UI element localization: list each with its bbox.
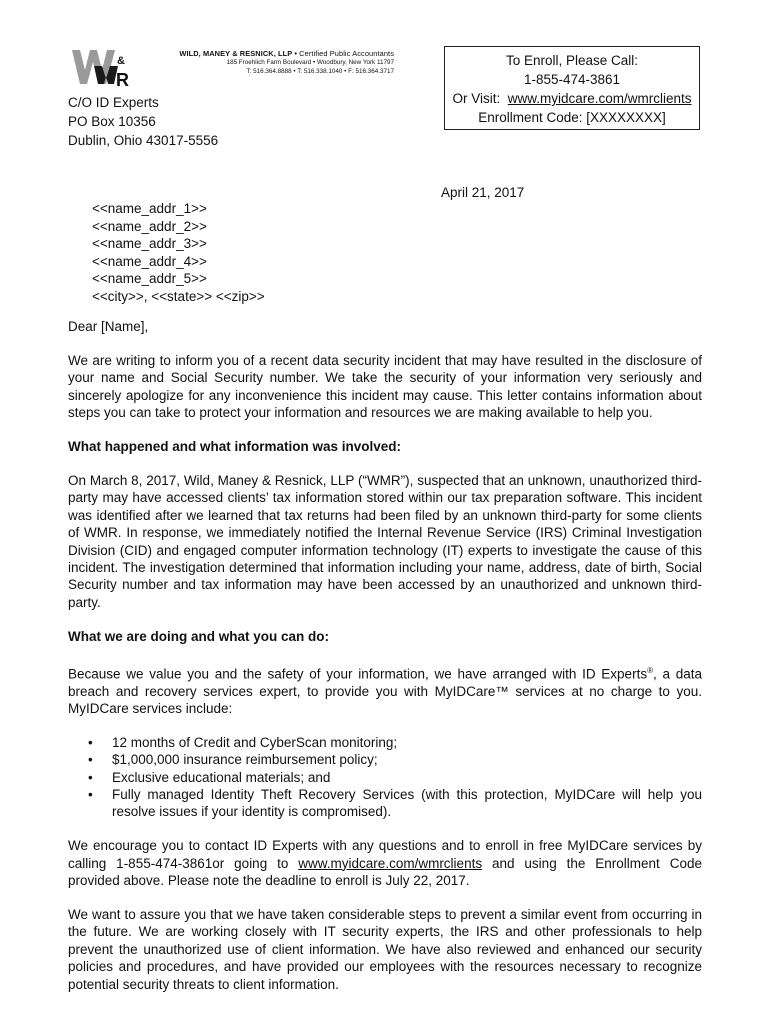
enrollment-box — [444, 46, 700, 130]
recipient-line: <<name_addr_5>> — [92, 271, 207, 286]
what-happened-paragraph: On March 8, 2017, Wild, Maney & Resnick, LLP (“WMR”), suspected that an unknown, unauthorized third-party may have accessed clients’ tax information stored within our tax preparation software. This incident was identified after we learned that tax returns had been filed by an unknown third-party for some clients of WMR. In response, we immediately notified the Internal Revenue Service (IRS) Criminal Investigation Division (CID) and engaged computer information technology (IT) experts to investigate the cause of this incident. The investigation determined that information including your name, address, date of birth, Social Security number and tax information may have been accessed by an unauthorized and unknown third-party. — [68, 472, 702, 610]
services-text-b: , a data breach and recovery services expert, to provide you with MyIDCare™ services at no charge to you. MyIDCare services include: — [68, 666, 702, 716]
recipient-line: <<name_addr_1>> — [92, 201, 207, 216]
contact-text-b: and using the Enrollment Code provided above. Please note the deadline to enroll is July 22, 2017. — [68, 855, 702, 889]
contact-paragraph — [68, 837, 702, 889]
services-text-a: Because we value you and the safety of your information, we have arranged with ID Experts — [68, 666, 648, 682]
return-address-line-1: C/O ID Experts — [68, 95, 159, 110]
recipient-line: <<name_addr_3>> — [92, 236, 207, 251]
list-item: • Fully managed Identity Theft Recovery Services (with this protection, MyIDCare will help you resolve issues if your identity is compromised). — [112, 786, 702, 821]
list-item: • Exclusive educational materials; and — [112, 769, 702, 786]
registered-mark: ® — [647, 665, 653, 675]
services-paragraph — [68, 662, 702, 718]
svg-text:&: & — [117, 55, 125, 67]
firm-address: 185 Froehlich Farm Boulevard • Woodbury, New York 11797 — [226, 59, 394, 66]
firm-name-line — [150, 49, 394, 58]
firm-letterhead — [150, 49, 394, 76]
enroll-visit-label: Or Visit: — [452, 91, 501, 106]
return-address-line-2: PO Box 10356 — [68, 114, 156, 129]
salutation: Dear [Name], — [68, 319, 149, 334]
assurance-paragraph: We want to assure you that we have taken considerable steps to prevent a similar event from occurring in the future. We are working closely with IT security experts, the IRS and other professionals to help prevent the unauthorized use of client information. We have also reviewed and enhanced our security policies and procedures, and have provided our employees with the resources necessary to recognize potential security threats to client information. — [68, 907, 702, 992]
section-heading-what-we-are-doing: What we are doing and what you can do: — [68, 628, 330, 644]
recipient-address — [92, 200, 265, 305]
enroll-call-label: To Enroll, Please Call: — [505, 53, 639, 68]
recipient-line: <<name_addr_2>> — [92, 218, 207, 234]
enroll-phone: 1-855-474-3861 — [523, 72, 621, 87]
recipient-line: <<city>>, <<state>> <<zip>> — [92, 288, 265, 304]
letter-date: April 21, 2017 — [441, 185, 525, 200]
firm-phones: T: 516.364.8888 • T: 516.338.1040 • F: 516.364.3717 — [246, 68, 394, 75]
section-heading-what-happened: What happened and what information was involved: — [68, 439, 402, 455]
list-item: • 12 months of Credit and CyberScan monitoring; — [112, 734, 702, 751]
return-address-line-3: Dublin, Ohio 43017-5556 — [68, 133, 219, 148]
enroll-visit-line — [445, 89, 699, 108]
services-list — [68, 734, 702, 821]
intro-paragraph: We are writing to inform you of a recent data security incident that may have resulted in the disclosure of your name and Social Security number. We take the security of your information very seriously and sincerely apologize for any inconvenience this incident may cause. This letter contains information about steps you can take to protect your information and resources we are making available to help you. — [68, 352, 702, 421]
firm-logo — [70, 46, 132, 88]
firm-descriptor: Certified Public Accountants — [299, 49, 394, 58]
recipient-line: <<name_addr_4>> — [92, 253, 207, 269]
letter-body — [68, 318, 702, 1010]
contact-text-a: We encourage you to contact ID Experts with any questions and to enroll in free MyIDCare services by calling 1-855-474-3861or going to — [68, 838, 702, 871]
enroll-url-link[interactable]: www.myidcare.com/wmrclients — [507, 91, 692, 106]
enroll-code: Enrollment Code: [XXXXXXXX] — [478, 110, 666, 125]
list-item: • $1,000,000 insurance reimbursement policy; — [112, 751, 702, 768]
firm-name: WILD, MANEY & RESNICK, LLP • — [179, 49, 298, 58]
enroll-url-inline-link[interactable]: www.myidcare.com/wmrclients — [298, 855, 483, 871]
return-address — [68, 93, 218, 150]
svg-text:R: R — [116, 70, 129, 88]
